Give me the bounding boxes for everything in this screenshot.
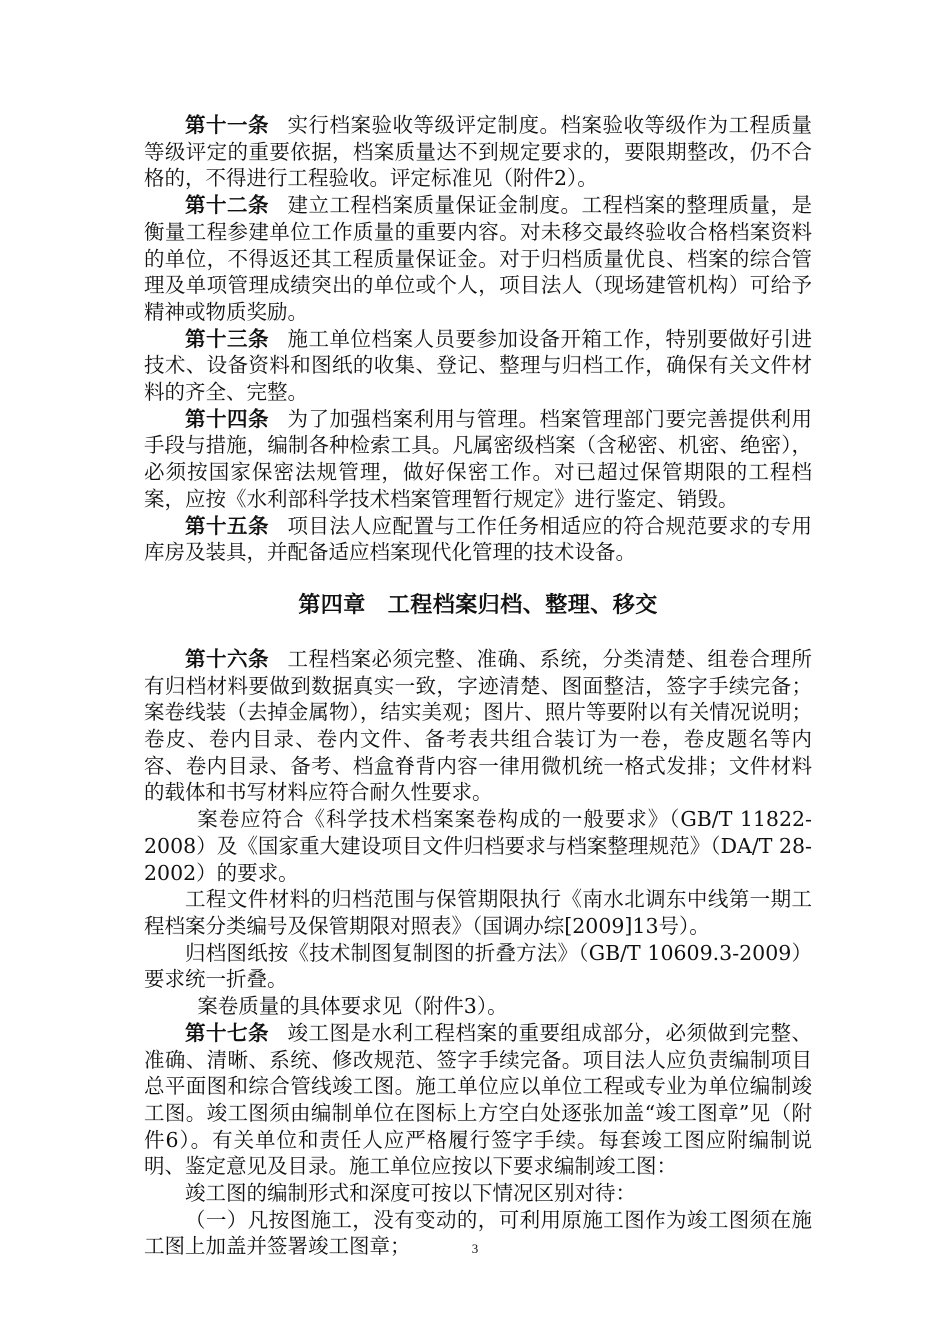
article-16-text: 工程档案必须完整、准确、系统，分类清楚、组卷合理所有归档材料要做到数据真实一致，字迹清楚、图面整洁，签字手续完备；案卷线装（去掉金属物），结实美观；图片、照片等要附以有关情况说明；卷皮、卷内目录、卷内文件、备考表共组合装订为一卷，卷皮题名等内容、卷内目录、备考、档盒脊背内容一律用微机统一格式发排；文件材料的载体和书写材料应符合耐久性要求。 xyxy=(144,646,813,805)
article-16-quality: 案卷质量的具体要求见（附件3）。 xyxy=(197,994,508,1019)
article-11 xyxy=(144,112,812,192)
chapter-heading xyxy=(144,566,812,646)
article-17 xyxy=(144,1020,812,1180)
page-body xyxy=(144,112,812,1260)
article-15-label: 第十五条 xyxy=(185,513,270,538)
article-15-text: 项目法人应配置与工作任务相适应的符合规范要求的专用库房及装具，并配备适应档案现代化管理的技术设备。 xyxy=(144,513,813,565)
article-11-text: 实行档案验收等级评定制度。档案验收等级作为工程质量等级评定的重要依据，档案质量达不到规定要求的，要限期整改，仍不合格的，不得进行工程验收。评定标准见（附件2）。 xyxy=(144,113,813,191)
article-14-text: 为了加强档案利用与管理。档案管理部门要完善提供利用手段与措施，编制各种检索工具。凡属密级档案（含秘密、机密、绝密），必须按国家保密法规管理，做好保密工作。对已超过保管期限的工程档案，应按《水利部科学技术档案管理暂行规定》进行鉴定、销毁。 xyxy=(144,406,813,511)
article-13-text: 施工单位档案人员要参加设备开箱工作，特别要做好引进技术、设备资料和图纸的收集、登记、整理与归档工作，确保有关文件材料的齐全、完整。 xyxy=(144,326,813,405)
article-16-scope: 工程文件材料的归档范围与保管期限执行《南水北调东中线第一期工程档案分类编号及保管期限对照表》（国调办综[2009]13号）。 xyxy=(144,887,812,938)
article-16 xyxy=(144,646,812,806)
article-17-text: 竣工图是水利工程档案的重要组成部分，必须做到完整、准确、清晰、系统、修改规范、签字手续完备。项目法人应负责编制项目总平面图和综合管线竣工图。施工单位应以单位工程或专业为单位编制竣工图。竣工图须由编制单位在图标上方空白处逐张加盖“竣工图章”见（附件6）。有关单位和责任人应严格履行签字手续。每套竣工图应附编制说明、鉴定意见及目录。施工单位应按以下要求编制竣工图： xyxy=(144,1020,813,1179)
article-14-label: 第十四条 xyxy=(185,406,270,431)
article-12 xyxy=(144,192,812,326)
article-12-label: 第十二条 xyxy=(185,193,270,218)
article-13-label: 第十三条 xyxy=(185,326,270,351)
page-number: 3 xyxy=(471,1241,479,1256)
article-14 xyxy=(144,406,812,513)
article-16-standards: 案卷应符合《科学技术档案案卷构成的一般要求》（GB/T 11822-2008）及《国家重大建设项目文件归档要求与档案整理规范》（DA/T 28-2002）的要求。 xyxy=(144,807,812,885)
chapter-title: 工程档案归档、整理、移交 xyxy=(387,592,658,618)
article-13 xyxy=(144,326,812,406)
article-17-item-1: （一）凡按图施工，没有变动的，可利用原施工图作为竣工图须在施工图上加盖并签署竣工图章； xyxy=(144,1207,812,1259)
article-17-label: 第十七条 xyxy=(185,1020,270,1045)
article-16-folding: 归档图纸按《技术制图复制图的折叠方法》（GB/T 10609.3-2009）要求统一折叠。 xyxy=(144,940,812,992)
article-16-label: 第十六条 xyxy=(185,646,270,671)
article-12-text: 建立工程档案质量保证金制度。工程档案的整理质量，是衡量工程参建单位工作质量的重要内容。对未移交最终验收合格档案资料的单位，不得返还其工程质量保证金。对于归档质量优良、档案的综合管理及单项管理成绩突出的单位或个人，项目法人（现场建管机构）可给予精神或物质奖励。 xyxy=(144,193,813,324)
article-11-label: 第十一条 xyxy=(185,113,270,137)
chapter-number: 第四章 xyxy=(298,592,366,618)
article-15 xyxy=(144,513,812,566)
article-17-forms: 竣工图的编制形式和深度可按以下情况区别对待： xyxy=(185,1181,636,1206)
